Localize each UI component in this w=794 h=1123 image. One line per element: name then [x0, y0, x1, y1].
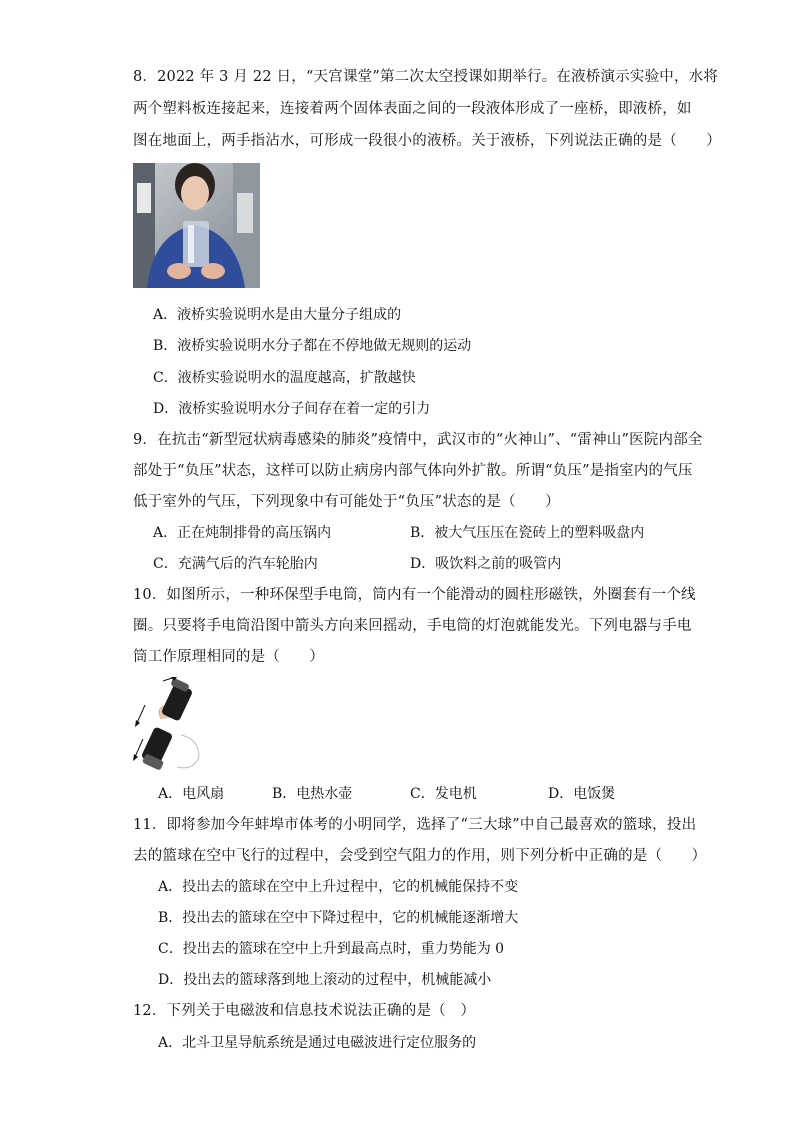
q10-option-c: C．发电机	[410, 786, 477, 802]
q10-option-b: B．电热水壶	[272, 786, 353, 802]
q10-line-1: 10．如图所示，一种环保型手电筒，筒内有一个能滑动的圆柱形磁铁，外圈套有一个线	[133, 587, 696, 603]
q12-line-1: 12．下列关于电磁波和信息技术说法正确的是（ ）	[133, 1003, 476, 1019]
q9-line-1: 9．在抗击“新型冠状病毒感染的肺炎”疫情中，武汉市的“火神山”、“雷神山”医院内部全	[133, 432, 703, 448]
q8-option-c: C．液桥实验说明水的温度越高，扩散越快	[153, 370, 416, 386]
q11-option-b: B．投出去的篮球在空中下降过程中，它的机械能逐渐增大	[158, 910, 519, 926]
q10-line-2: 圈。只要将手电筒沿图中箭头方向来回摇动，手电筒的灯泡就能发光。下列电器与手电	[133, 618, 692, 634]
q11-option-d: D．投出去的篮球落到地上滚动的过程中，机械能减小	[158, 972, 492, 988]
q8-line-1: 8．2022 年 3 月 22 日，“天宫课堂”第二次太空授课如期举行。在液桥演示实验中，水将	[133, 69, 719, 85]
q10-option-d: D．电饭煲	[548, 786, 616, 802]
flashlight-figure	[133, 677, 209, 775]
q8-line-2: 两个塑料板连接起来，连接着两个固体表面之间的一段液体形成了一座桥，即液桥，如	[133, 101, 692, 117]
q9-option-b: B．被大气压压在瓷砖上的塑料吸盘内	[410, 525, 645, 541]
q8-option-a: A．液桥实验说明水是由大量分子组成的	[153, 307, 402, 323]
liquid-bridge-photo	[133, 163, 260, 288]
q9-line-3: 低于室外的气压，下列现象中有可能处于“负压”状态的是（ ）	[133, 494, 560, 510]
q10-option-a: A．电风扇	[158, 786, 225, 802]
q9-option-a: A．正在炖制排骨的高压锅内	[153, 525, 332, 541]
q9-option-d: D．吸饮料之前的吸管内	[410, 556, 562, 572]
q9-option-c: C．充满气后的汽车轮胎内	[153, 556, 318, 572]
q12-option-a: A．北斗卫星导航系统是通过电磁波进行定位服务的	[158, 1035, 477, 1051]
q11-line-2: 去的篮球在空中飞行的过程中，会受到空气阻力的作用，则下列分析中正确的是（ ）	[133, 848, 707, 864]
q8-line-3: 图在地面上，两手指沾水，可形成一段很小的液桥。关于液桥，下列说法正确的是（ ）	[133, 133, 721, 149]
q8-option-b: B．液桥实验说明水分子都在不停地做无规则的运动	[153, 338, 472, 354]
q11-line-1: 11．即将参加今年蚌埠市体考的小明同学，选择了“三大球”中自己最喜欢的篮球，投出	[133, 817, 697, 833]
q9-line-2: 部处于“负压”状态，这样可以防止病房内部气体向外扩散。所谓“负压”是指室内的气压	[133, 463, 693, 479]
q8-option-d: D．液桥实验说明水分子间存在着一定的引力	[153, 401, 431, 417]
q11-option-a: A．投出去的篮球在空中上升过程中，它的机械能保持不变	[158, 879, 519, 895]
q11-option-c: C．投出去的篮球在空中上升到最高点时，重力势能为 0	[158, 941, 505, 957]
q10-line-3: 筒工作原理相同的是（ ）	[133, 649, 325, 665]
